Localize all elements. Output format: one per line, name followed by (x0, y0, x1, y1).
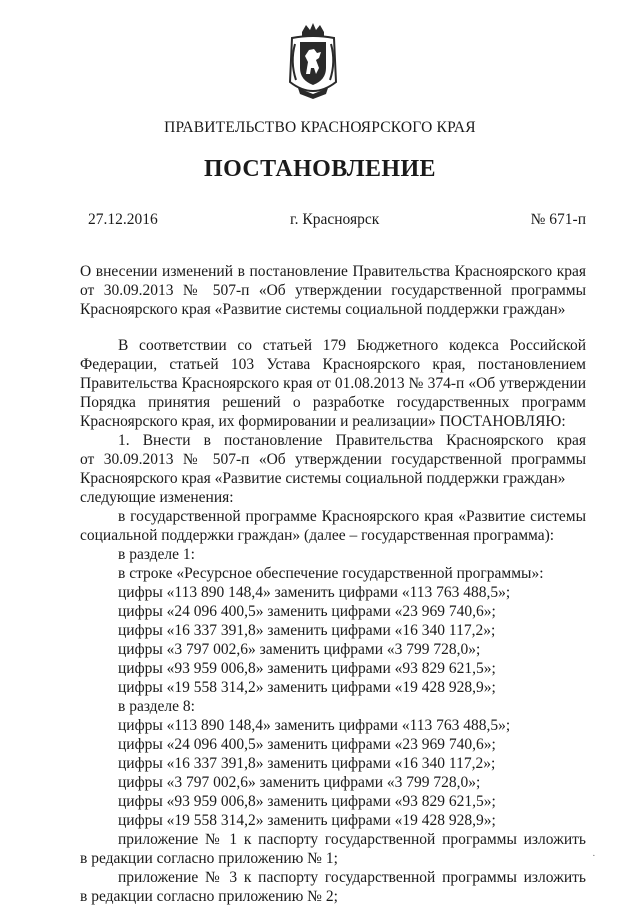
document-number: № 671-п (530, 211, 586, 228)
body-line: в редакции согласно приложению № 1; (80, 850, 338, 867)
scan-mark: · (592, 850, 596, 862)
government-name: ПРАВИТЕЛЬСТВО КРАСНОЯРСКОГО КРАЯ (164, 119, 476, 136)
body-line: цифры «24 096 400,5» заменить цифрами «23 969 740,6»; (118, 603, 496, 620)
body-line: цифры «16 337 391,8» заменить цифрами «16 340 117,2»; (118, 755, 496, 772)
body-line: от 30.09.2013 № 507-п «Об утверждении государственной программы (80, 451, 586, 468)
body-line: в государственной программе Красноярского края «Развитие системы (118, 508, 586, 525)
body-line: в редакции согласно приложению № 2; (80, 888, 338, 905)
body-line: цифры «3 797 002,6» заменить цифрами «3 799 728,0»; (118, 641, 481, 658)
body-line: Красноярского края, их формировании и реализации» ПОСТАНОВЛЯЮ: (80, 413, 566, 430)
body-line: цифры «93 959 006,8» заменить цифрами «93 829 621,5»; (118, 660, 496, 677)
body-line: цифры «113 890 148,4» заменить цифрами «113 763 488,5»; (118, 717, 511, 734)
body-line: цифры «93 959 006,8» заменить цифрами «93 829 621,5»; (118, 793, 496, 810)
body-line: приложение № 1 к паспорту государственной программы изложить (118, 831, 586, 848)
body-line: цифры «19 558 314,2» заменить цифрами «19 428 928,9»; (118, 679, 496, 696)
body-line: цифры «24 096 400,5» заменить цифрами «23 969 740,6»; (118, 736, 496, 753)
body-line: в разделе 8: (118, 698, 195, 715)
title-line: О внесении изменений в постановление Правительства Красноярского края (80, 263, 586, 280)
document-type-heading: ПОСТАНОВЛЕНИЕ (204, 156, 436, 182)
body-line: 1. Внести в постановление Правительства Красноярского края (118, 432, 586, 449)
title-line: от 30.09.2013 № 507-п «Об утверждении государственной программы (80, 282, 586, 299)
body-line: Правительства Красноярского края от 01.08.2013 № 374-п «Об утверждении (80, 375, 586, 392)
body-line: следующие изменения: (80, 489, 234, 506)
body-line: цифры «113 890 148,4» заменить цифрами «113 763 488,5»; (118, 584, 511, 601)
body-line: В соответствии со статьей 179 Бюджетного кодекса Российской (118, 337, 586, 354)
body-line: Порядка принятия решений о разработке государственных программ (80, 394, 586, 411)
body-line: цифры «3 797 002,6» заменить цифрами «3 799 728,0»; (118, 774, 481, 791)
document-date: 27.12.2016 (88, 211, 158, 228)
body-line: цифры «19 558 314,2» заменить цифрами «19 428 928,9»; (118, 812, 496, 829)
body-line: Красноярского края «Развитие системы социальной поддержки граждан» (80, 470, 566, 487)
document-city: г. Красноярск (290, 211, 380, 228)
body-line: приложение № 3 к паспорту государственной программы изложить (118, 869, 586, 886)
body-line: цифры «16 337 391,8» заменить цифрами «16 340 117,2»; (118, 622, 496, 639)
title-line: Красноярского края «Развитие системы социальной поддержки граждан» (80, 301, 566, 318)
body-line: социальной поддержки граждан» (далее – государственная программа): (80, 527, 555, 544)
body-line: в строке «Ресурсное обеспечение государственной программы»: (118, 565, 544, 582)
body-line: в разделе 1: (118, 546, 195, 563)
coat-of-arms-icon (286, 22, 340, 102)
body-line: Федерации, статьей 103 Устава Красноярского края, постановлением (80, 356, 586, 373)
